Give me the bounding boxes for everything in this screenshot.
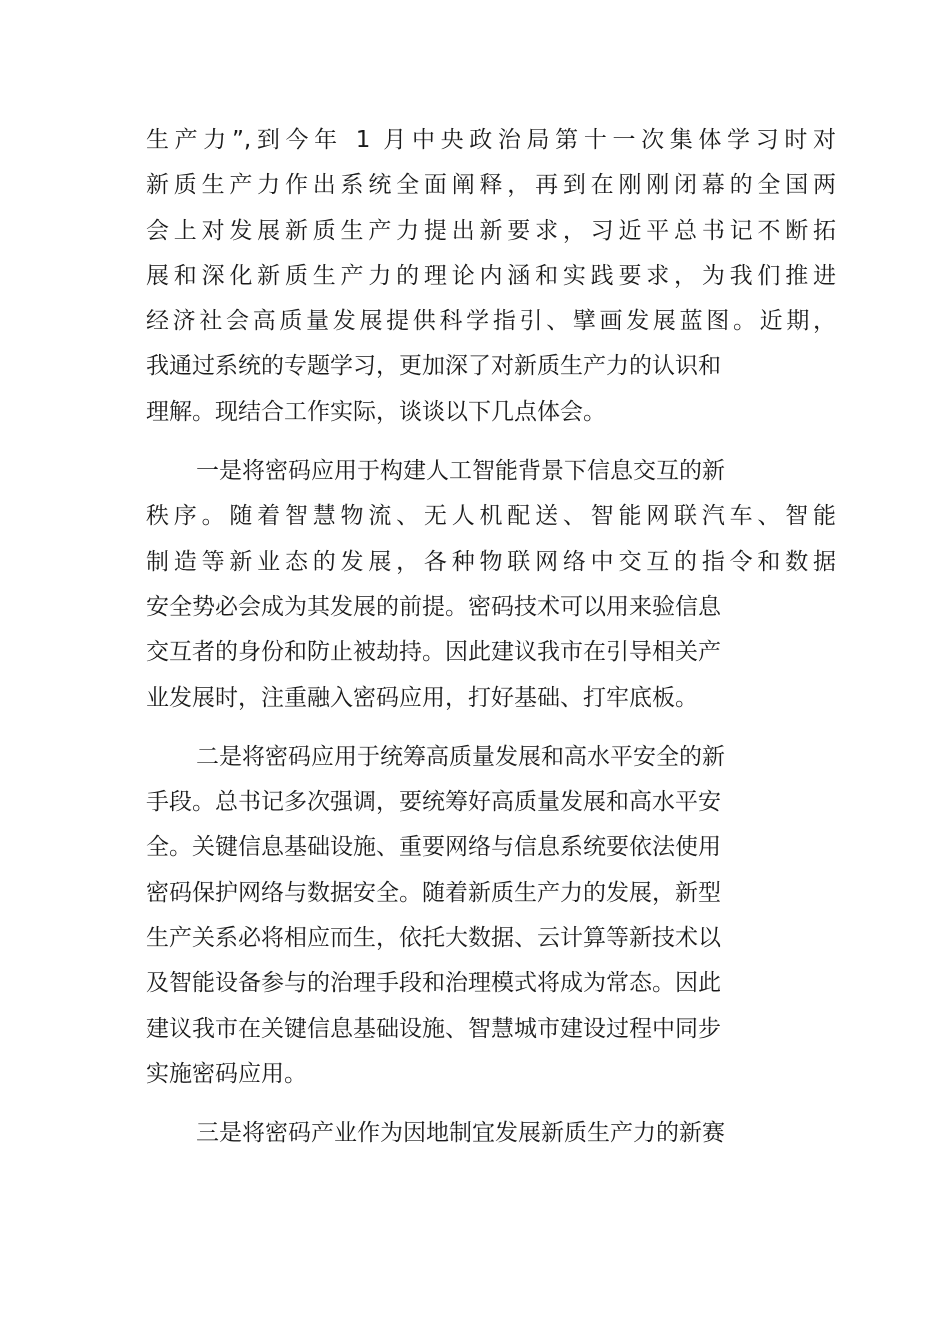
text-line: 会上对发展新质生产力提出新要求，习近平总书记不断拓 <box>146 217 836 244</box>
text-line: 一是将密码应用于构建人工智能背景下信息交互的新 <box>196 458 725 485</box>
text-line: 实施密码应用。 <box>146 1060 307 1087</box>
text-line: 我通过系统的专题学习，更加深了对新质生产力的认识和 <box>146 353 721 380</box>
text-line: 二是将密码应用于统筹高质量发展和高水平安全的新 <box>196 743 725 770</box>
paragraph-intro <box>146 118 836 435</box>
document-body <box>146 118 836 1157</box>
paragraph-point-one <box>146 449 836 721</box>
text-line: 业发展时，注重融入密码应用，打好基础、打牢底板。 <box>146 684 698 711</box>
text-line: 密码保护网络与数据安全。随着新质生产力的发展，新型 <box>146 879 721 906</box>
text-line: 建议我市在关键信息基础设施、智慧城市建设过程中同步 <box>146 1015 721 1042</box>
paragraph-spacer <box>146 435 836 449</box>
text-line: 全。关键信息基础设施、重要网络与信息系统要依法使用 <box>146 834 721 861</box>
paragraph-point-two <box>146 735 836 1097</box>
text-line: 手段。总书记多次强调，要统筹好高质量发展和高水平安 <box>146 789 721 816</box>
text-line: 安全势必会成为其发展的前提。密码技术可以用来验信息 <box>146 593 721 620</box>
text-line: 新质生产力作出系统全面阐释，再到在刚刚闭幕的全国两 <box>146 172 836 199</box>
text-line: 经济社会高质量发展提供科学指引、擘画发展蓝图。近期， <box>146 308 836 335</box>
text-line: 理解。现结合工作实际，谈谈以下几点体会。 <box>146 398 606 425</box>
paragraph-spacer <box>146 1097 836 1111</box>
text-line: 生产力”,到今年 1 月中央政治局第十一次集体学习时对 <box>146 127 836 153</box>
text-line: 及智能设备参与的治理手段和治理模式将成为常态。因此 <box>146 970 721 997</box>
text-line: 生产关系必将相应而生，依托大数据、云计算等新技术以 <box>146 925 721 952</box>
text-line: 制造等新业态的发展，各种物联网络中交互的指令和数据 <box>146 548 836 575</box>
paragraph-spacer <box>146 721 836 735</box>
text-line: 交互者的身份和防止被劫持。因此建议我市在引导相关产 <box>146 639 721 666</box>
text-line: 秩序。随着智慧物流、无人机配送、智能网联汽车、智能 <box>146 503 836 530</box>
paragraph-point-three <box>146 1111 836 1156</box>
text-line: 展和深化新质生产力的理论内涵和实践要求，为我们推进 <box>146 262 836 289</box>
text-line: 三是将密码产业作为因地制宜发展新质生产力的新赛 <box>196 1120 725 1147</box>
